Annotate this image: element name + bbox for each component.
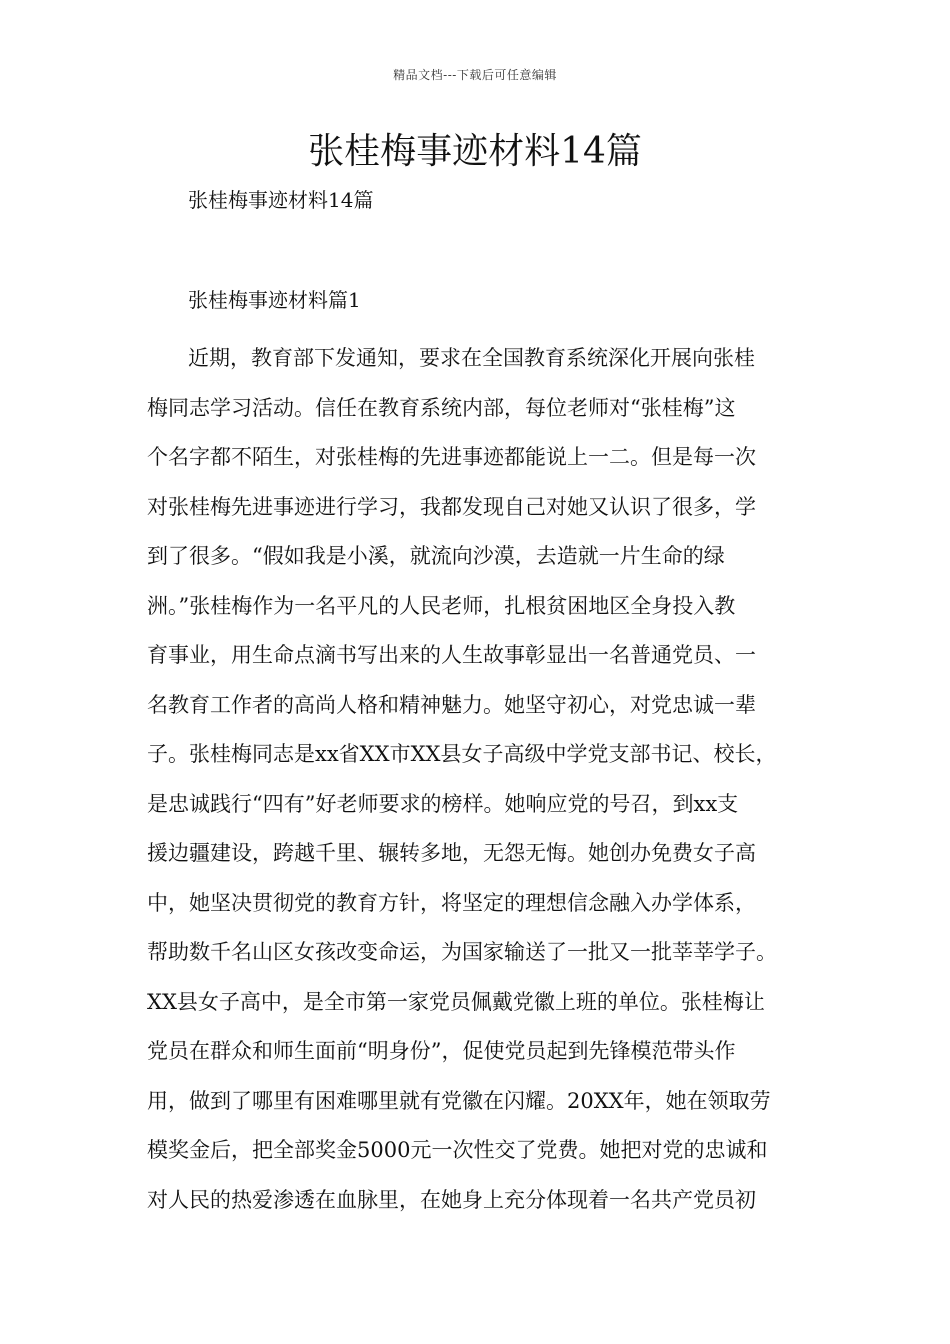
section-heading: 张桂梅事迹材料篇1 (188, 288, 361, 312)
paragraph-line: 中，她坚决贯彻党的教育方针，将坚定的理想信念融入办学体系， (147, 890, 756, 915)
paragraph-line: 用，做到了哪里有困难哪里就有党徽在闪耀。20XX年，她在领取劳 (147, 1088, 771, 1113)
paragraph-line: 对人民的热爱渗透在血脉里，在她身上充分体现着一名共产党员初 (147, 1187, 756, 1212)
paragraph-line: 个名字都不陌生，对张桂梅的先进事迹都能说上一二。但是每一次 (147, 445, 756, 469)
paragraph-line: 梅同志学习活动。信任在教育系统内部，每位老师对“张桂梅”这 (147, 395, 736, 420)
paragraph-line: 名教育工作者的高尚人格和精神魅力。她坚守初心，对党忠诚一辈 (147, 692, 756, 717)
paragraph-line: 对张桂梅先进事迹进行学习，我都发现自己对她又认识了很多，学 (147, 494, 756, 519)
paragraph-line: XX县女子高中，是全市第一家党员佩戴党徽上班的单位。张桂梅让 (147, 989, 765, 1014)
paragraph-line: 援边疆建设，跨越千里、辗转多地，无怨无悔。她创办免费女子高 (147, 841, 756, 865)
paragraph-line: 育事业，用生命点滴书写出来的人生故事彰显出一名普通党员、一 (147, 643, 756, 667)
document-title: 张桂梅事迹材料14篇 (308, 131, 642, 172)
paragraph-line: 是忠诚践行“四有”好老师要求的榜样。她响应党的号召，到xx支 (147, 791, 739, 816)
paragraph-line: 子。张桂梅同志是xx省XX市XX县女子高级中学党支部书记、校长， (147, 742, 777, 766)
paragraph-line: 洲。”张桂梅作为一名平凡的人民老师，扎根贫困地区全身投入教 (147, 593, 736, 618)
paragraph-line: 党员在群众和师生面前“明身份”，促使党员起到先锋模范带头作 (147, 1039, 736, 1063)
paragraph-line: 近期，教育部下发通知，要求在全国教育系统深化开展向张桂 (188, 346, 755, 370)
page-header: 精品文档---下载后可任意编辑 (393, 68, 557, 82)
body-paragraph (147, 334, 827, 1225)
paragraph-line: 到了很多。“假如我是小溪，就流向沙漠，去造就一片生命的绿 (147, 544, 725, 568)
document-subtitle: 张桂梅事迹材料14篇 (188, 188, 374, 212)
paragraph-line: 模奖金后，把全部奖金5000元一次性交了党费。她把对党的忠诚和 (147, 1138, 768, 1162)
paragraph-line: 帮助数千名山区女孩改变命运，为国家输送了一批又一批莘莘学子。 (147, 940, 777, 964)
